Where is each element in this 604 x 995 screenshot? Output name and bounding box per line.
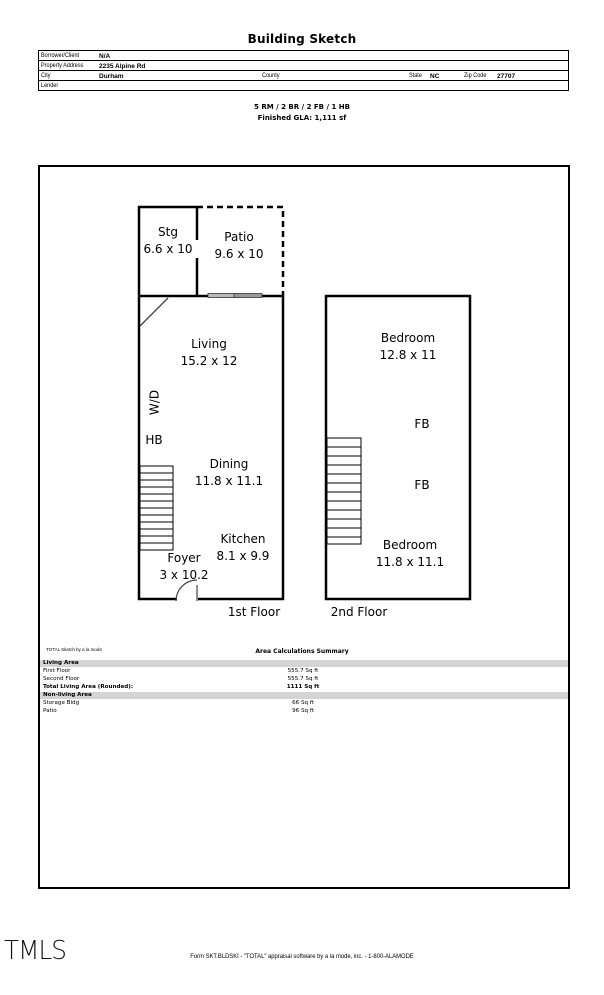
room-name: Kitchen (220, 532, 266, 546)
form-footer-text: Form SKT.BLDSKI - "TOTAL" appraisal software by a la mode, inc. - 1-800-ALAMODE (190, 953, 414, 960)
sketch-credit-text: TOTAL Sketch by a la mode (46, 647, 102, 652)
section-label: Non-living Area (43, 692, 92, 698)
washer-dryer-label: W/D (147, 389, 162, 416)
zip-value: 27707 (497, 73, 516, 80)
room-patio (214, 229, 263, 263)
borrower-value: N/A (99, 53, 111, 60)
area-row-second-floor (40, 676, 568, 683)
room-bedroom-2 (376, 537, 444, 571)
living-area-section (40, 660, 568, 667)
room-name: Bedroom (382, 538, 438, 552)
state-label: State (409, 72, 422, 79)
address-value: 2235 Alpine Rd (99, 63, 146, 70)
gla-summary: Finished GLA: 1,111 sf (257, 114, 347, 122)
room-name: Bedroom (380, 331, 436, 345)
room-dims: 11.8 x 11.1 (375, 555, 445, 569)
city-value: Durham (99, 73, 124, 80)
room-dims: 15.2 x 12 (180, 354, 238, 368)
section-label: Living Area (43, 660, 79, 666)
room-storage (143, 224, 192, 258)
area-label: First Floor (43, 668, 71, 674)
address-label: Property Address (41, 62, 84, 69)
total-label: Total Living Area (Rounded): (43, 684, 134, 690)
room-name: Stg (158, 225, 178, 239)
room-kitchen (217, 531, 270, 565)
tmls-logo: TMLS (4, 936, 67, 966)
city-label: City (41, 72, 51, 79)
half-bath-label: HB (145, 433, 163, 447)
room-dims: 11.8 x 11.1 (194, 474, 264, 488)
stairs-first-floor-icon (140, 466, 173, 550)
room-bedroom-1 (380, 330, 437, 364)
room-dining (195, 456, 263, 490)
area-calculations-title: Area Calculations Summary (255, 648, 349, 655)
room-name: Dining (209, 457, 249, 471)
room-count-summary: 5 RM / 2 BR / 2 FB / 1 HB (254, 103, 350, 111)
room-dims: 8.1 x 9.9 (216, 549, 270, 563)
county-label: County (262, 72, 280, 79)
area-label: Patio (43, 708, 57, 714)
area-value: 66 Sq ft (292, 700, 314, 706)
sliding-door-icon (208, 294, 262, 298)
total-value: 1111 Sq ft (286, 684, 320, 690)
room-dims: 12.8 x 11 (379, 348, 437, 362)
area-label: Second Floor (43, 676, 80, 682)
state-value: NC (430, 73, 440, 80)
area-value: 555.7 Sq ft (287, 676, 319, 682)
non-living-area-section (40, 692, 568, 699)
room-name: Patio (224, 230, 254, 244)
area-row-first-floor (40, 668, 568, 675)
borrower-label: Borrower/Client (41, 52, 80, 59)
room-dims: 9.6 x 10 (214, 247, 264, 261)
area-label: Storage Bldg (43, 700, 80, 706)
stairs-second-floor-icon (327, 438, 361, 544)
full-bath-label-2: FB (414, 478, 430, 492)
full-bath-label-1: FB (414, 417, 430, 431)
lender-label: Lender (41, 82, 59, 89)
area-value: 555.7 Sq ft (287, 668, 319, 674)
room-dims: 6.6 x 10 (143, 242, 193, 256)
area-row-storage (40, 700, 568, 707)
room-name: Living (191, 337, 227, 351)
room-name: Foyer (167, 551, 201, 565)
door-swing-icon (140, 298, 168, 326)
zip-label: Zip Code (464, 72, 487, 79)
area-row-patio (40, 708, 568, 715)
area-row-total (40, 684, 568, 691)
room-dims: 3 x 10.2 (159, 568, 209, 582)
second-floor-label: 2nd Floor (330, 605, 388, 619)
area-value: 96 Sq ft (292, 708, 314, 714)
first-floor-label: 1st Floor (227, 605, 281, 619)
room-living (181, 336, 238, 370)
document-title: Building Sketch (247, 32, 357, 46)
room-foyer (159, 550, 208, 584)
